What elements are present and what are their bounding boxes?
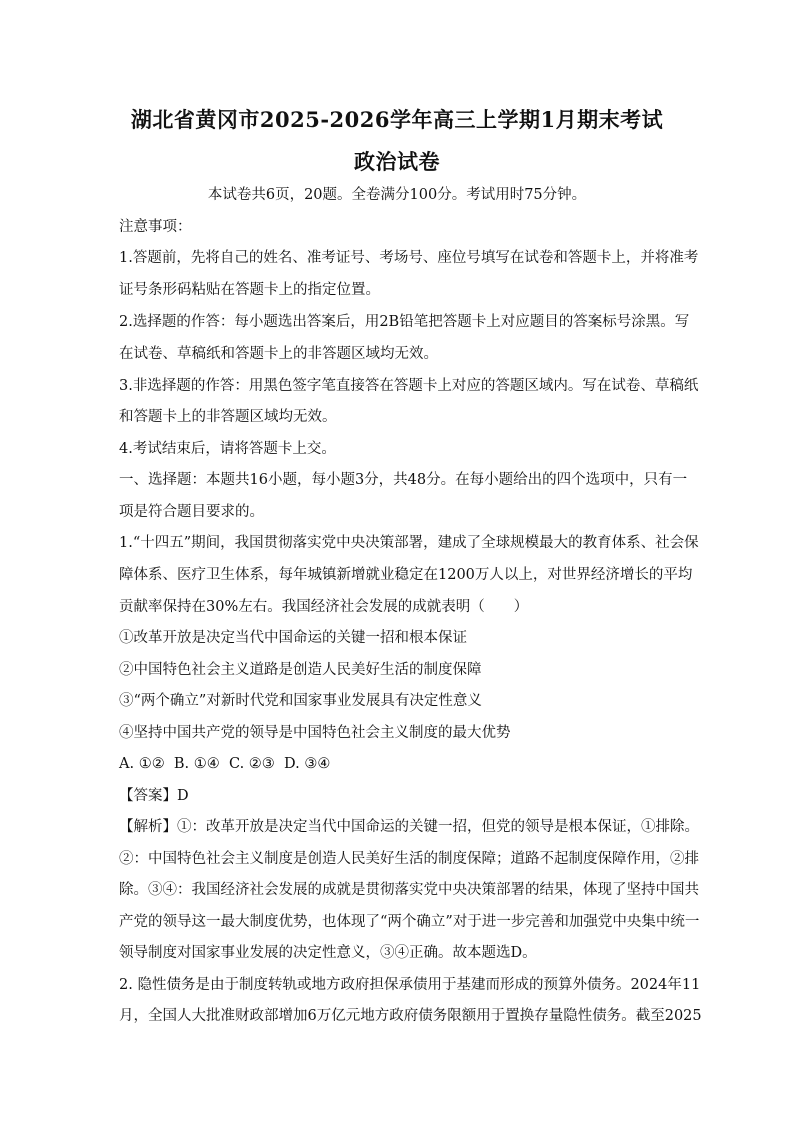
section-heading-cont: 项是符合题目要求的。 [119,504,264,520]
notice-heading: 注意事项： [119,219,192,235]
note-line: 3.非选择题的作答：用黑色签字笔直接答在答题卡上对应的答题区域内。写在试卷、草稿纸 [119,378,699,394]
q1-analysis-line: ②：中国特色社会主义制度是创造人民美好生活的制度保障；道路不起制度保障作用，②排 [119,851,699,867]
q1-answer: 【答案】D [119,788,189,804]
q1-item: ④坚持中国共产党的领导是中国特色社会主义制度的最大优势 [119,725,511,741]
note-line: 4.考试结束后，请将答题卡上交。 [119,441,336,457]
note-line: 证号条形码粘贴在答题卡上的指定位置。 [119,282,380,298]
q1-analysis-line: 除。③④：我国经济社会发展的成就是贯彻落实党中央决策部署的结果，体现了坚持中国共 [119,882,699,898]
q1-stem-line: 贡献率保持在30%左右。我国经济社会发展的成就表明（ ） [119,599,529,615]
q1-analysis-line: 产党的领导这一最大制度优势，也体现了“两个确立”对于进一步完善和加强党中央集中统一 [119,914,700,930]
q1-analysis-line: 【解析】①：改革开放是决定当代中国命运的关键一招，但党的领导是根本保证，①排除。 [119,819,699,835]
exam-title: 湖北省黄冈市2025-2026学年高三上学期1月期末考试 [130,107,664,132]
section-heading: 一、选择题：本题共16小题，每小题3分，共48分。在每小题给出的四个选项中，只有一 [119,472,688,488]
note-line: 和答题卡上的非答题区域均无效。 [119,409,337,425]
q1-stem-line: 障体系、医疗卫生体系，每年城镇新增就业稳定在1200万人以上，对世界经济增长的平均 [119,567,693,583]
q1-stem-line: 1.“十四五”期间，我国贯彻落实党中央决策部署，建成了全球规模最大的教育体系、社会保 [119,535,699,551]
q2-stem-line: 2. 隐性债务是由于制度转轨或地方政府担保承债用于基建而形成的预算外债务。2024年11 [119,977,701,993]
q1-analysis-line: 领导制度对国家事业发展的决定性意义，③④正确。故本题选D。 [119,945,537,961]
note-line: 在试卷、草稿纸和答题卡上的非答题区域均无效。 [119,346,438,362]
note-line: 1.答题前，先将自己的姓名、准考证号、考场号、座位号填写在试卷和答题卡上，并将准考 [119,250,699,266]
q1-item: ③“两个确立”对新时代党和国家事业发展具有决定性意义 [119,693,482,709]
note-line: 2.选择题的作答：每小题选出答案后，用2B铅笔把答题卡上对应题目的答案标号涂黑。写 [119,314,690,330]
q2-stem-line: 月，全国人大批准财政部增加6万亿元地方政府债务限额用于置换存量隐性债务。截至2025 [119,1008,702,1024]
q1-item: ①改革开放是决定当代中国命运的关键一招和根本保证 [119,630,467,646]
exam-subtitle: 政治试卷 [354,149,440,174]
q1-item: ②中国特色社会主义道路是创造人民美好生活的制度保障 [119,662,482,678]
q1-options: A. ①② B. ①④ C. ②③ D. ③④ [119,756,331,772]
exam-intro: 本试卷共6页，20题。全卷满分100分。考试用时75分钟。 [207,187,587,203]
